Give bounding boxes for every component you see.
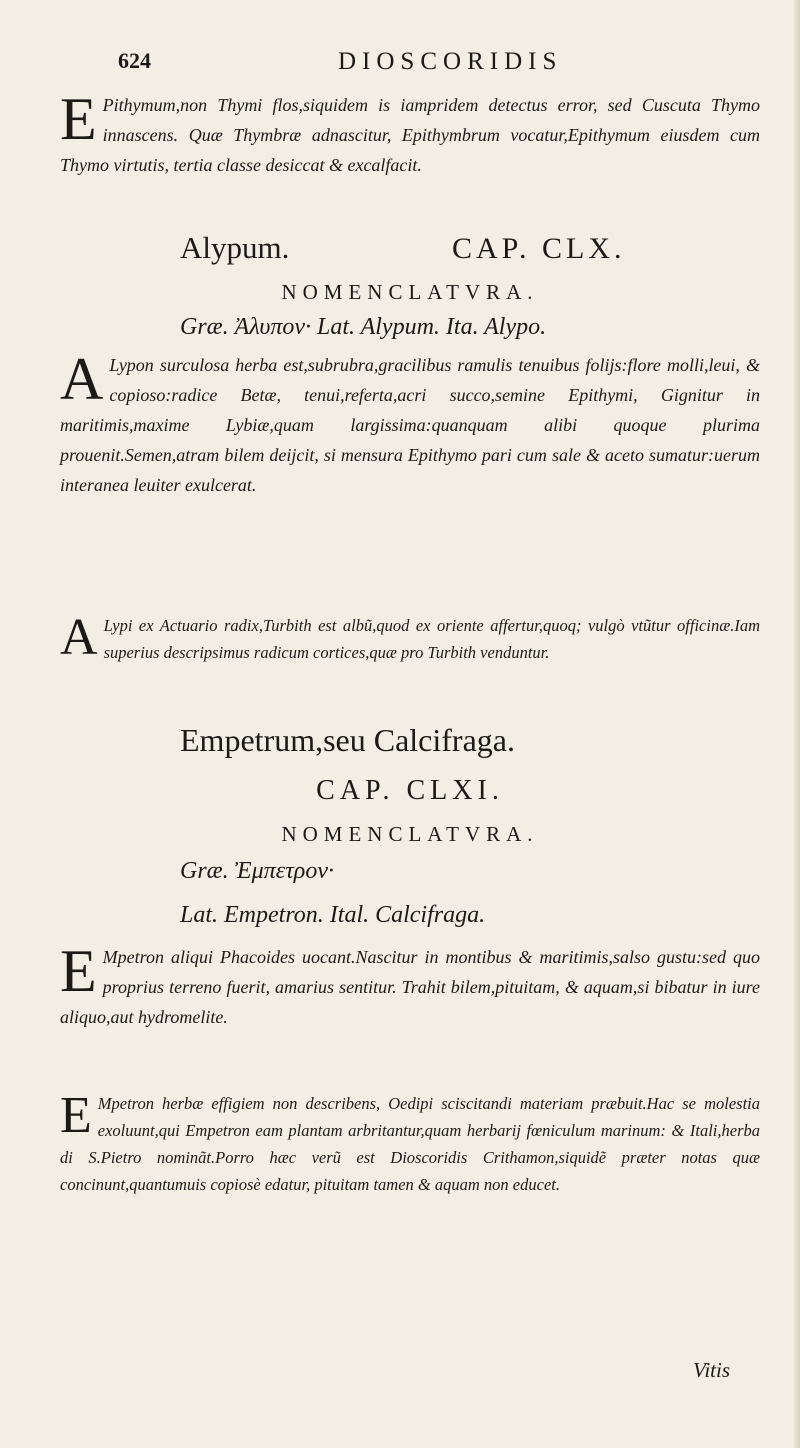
drop-cap: E — [60, 1087, 92, 1144]
nomenclatura-heading: NOMENCLATVRA. — [281, 822, 539, 846]
chapter-title: Alypum. — [180, 230, 290, 265]
page-edge — [794, 0, 800, 1448]
paragraph-text: Lypi ex Actuario radix,Turbith est albũ,quod ex oriente affertur,quoq; vulgò vtũtur officinæ.Iam superius descripsimus radicum cortices,quæ pro Turbith venduntur. — [103, 616, 760, 662]
chapter-161-paragraph-1 — [60, 938, 760, 1032]
synonyms-latin: Lat. Empetron. Ital. Calcifraga. — [180, 902, 486, 928]
chapter-title: Empetrum,seu Calcifraga. — [180, 722, 515, 758]
running-title: DIOSCORIDIS — [338, 48, 563, 75]
page-number: 624 — [118, 48, 151, 73]
chapter-160-paragraph-2 — [60, 609, 760, 666]
drop-cap: A — [60, 609, 98, 666]
chapter-number: CAP. CLXI. — [316, 775, 504, 806]
chapter-161-paragraph-2 — [60, 1087, 760, 1198]
chapter-160-heading — [60, 230, 760, 276]
page-header — [118, 44, 738, 80]
synonyms-line: Græ. Ἀλυπον· Lat. Alypum. Ita. Alypo. — [180, 314, 547, 340]
synonyms-greek: Græ. Ἐμπετρον· — [180, 858, 334, 884]
drop-cap: E — [60, 86, 97, 152]
paragraph-text: Lypon surculosa herba est,subrubra,gracilibus ramulis tenuibus folijs:flore molli,leui, & copioso:radice Betæ, tenui,referta,acri succo,semine Epithymi, Gignitur in maritimis,maxime Lybiæ,quam largissima:quanquam alibi quoque plurima prouenit.Semen,atram bilem deijcit, si mensura Epithymo pari cum sale & aceto sumatur:uerum interanea leuiter exulcerat. — [60, 355, 760, 495]
chapter-number: CAP. CLX. — [452, 232, 626, 265]
nomenclatura-heading: NOMENCLATVRA. — [281, 280, 539, 304]
paragraph-text: Mpetron aliqui Phacoides uocant.Nascitur in montibus & maritimis,salso gustu:sed quo proprius terreno fuerit, amarius sentitur. Trahit bilem,pituitam, & aquam,si bibatur in iure aliquo,aut hydromelite. — [60, 947, 760, 1027]
intro-paragraph — [60, 86, 760, 180]
catchword: Vitis — [693, 1358, 730, 1382]
chapter-161-heading — [60, 722, 760, 768]
paragraph-text: Mpetron herbæ effigiem non describens, Oedipi sciscitandi materiam præbuit.Hac se molestia exoluunt,qui Empetron eam plantam arbritantur,quam herbarij fœniculum marinum: & Itali,herba di S.Pietro nominãt.Porro hæc verũ est Dioscoridis Crithamon,siquidẽ præter notas quæ concinunt,quantumuis copiosè edatur, pituitam tamen & aquam non educet. — [60, 1094, 760, 1194]
drop-cap: A — [60, 346, 104, 412]
paragraph-text: Pithymum,non Thymi flos,siquidem is iampridem detectus error, sed Cuscuta Thymo innascens. Quæ Thymbræ adnascitur, Epithymbrum vocatur,Epithymum eiusdem cum Thymo virtutis, tertia classe desiccat & excalfacit. — [60, 95, 760, 175]
drop-cap: E — [60, 938, 97, 1004]
chapter-160-paragraph-1 — [60, 346, 760, 500]
